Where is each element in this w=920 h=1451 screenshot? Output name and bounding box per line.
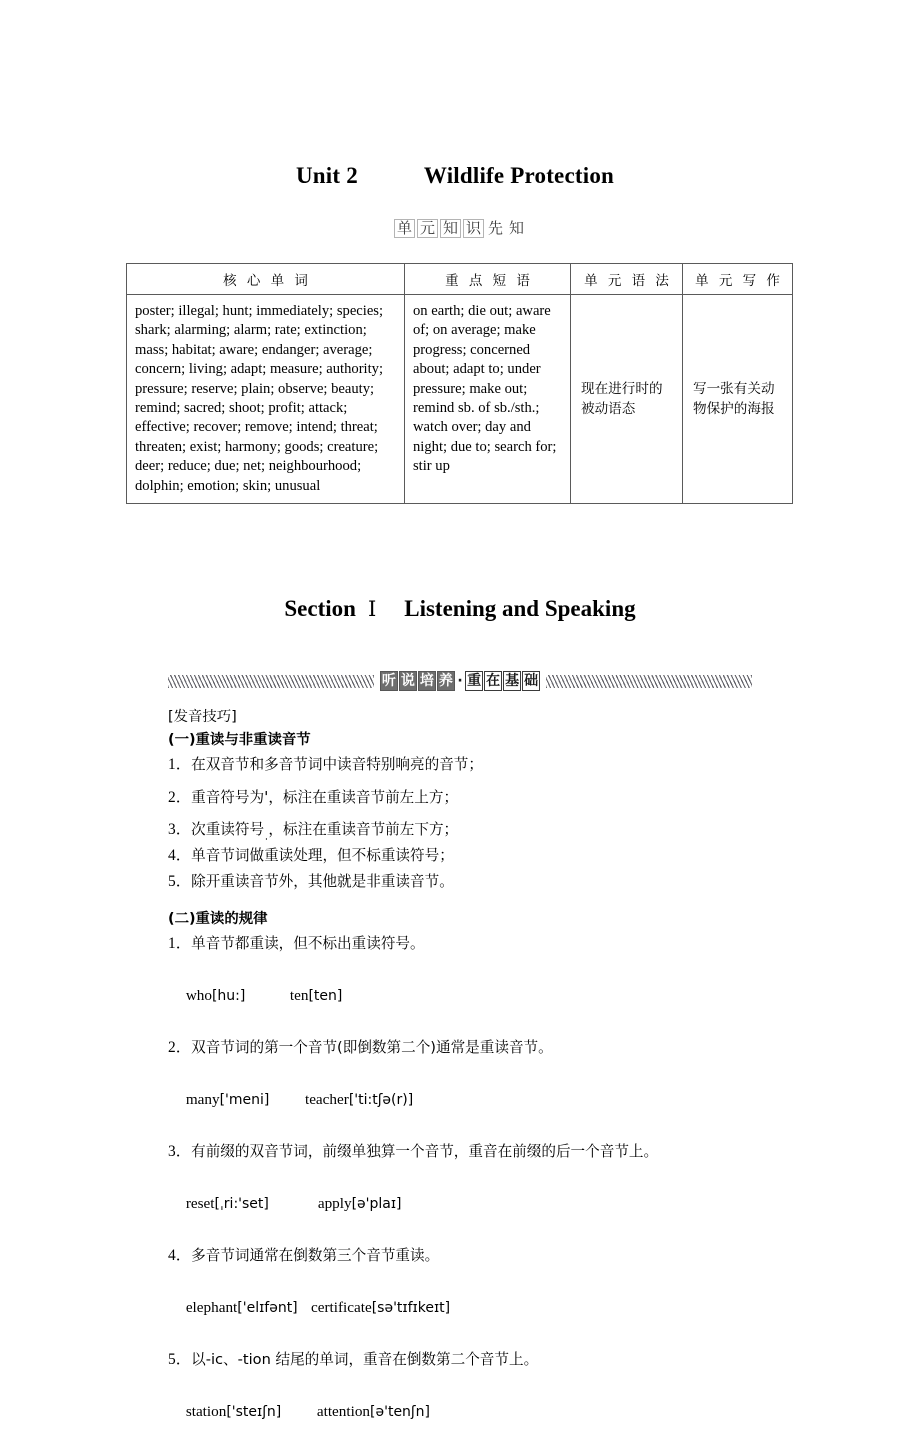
column-header-core-words: 核 心 单 词 [127,264,405,295]
subtitle-plain-char: 先 [488,219,504,237]
item-text: 在双音节和多音节词中读音特别响亮的音节； [191,756,483,773]
item-text: 重音符号为 [191,789,265,806]
cell-grammar: 现在进行时的被动语态 [571,295,683,504]
list-item [168,752,768,778]
subtitle-boxed-char: 元 [417,219,438,238]
banner-dark-char: 养 [438,673,453,689]
example-phonetic: [sə'tɪfɪkeɪt] [371,1300,451,1316]
example-phonetic: ['meni] [219,1092,270,1108]
banner-light-char: 础 [524,673,539,689]
item-index: 4． [168,1247,192,1264]
banner-dark-char: 说 [400,673,415,689]
unit-overview-table [126,263,793,504]
example-phonetic: [hu:] [211,988,246,1004]
item-text: 次重读符号 [191,821,265,838]
banner-dark-char: 培 [419,673,434,689]
example-word: elephant [185,1299,238,1316]
subtitle-boxed-char: 识 [463,219,484,238]
column-header-grammar: 单 元 语 法 [571,264,683,295]
item-text: 有前缀的双音节词，前缀单独算一个音节，重音在前缀的后一个音节上。 [191,1143,659,1160]
list-item [168,784,768,811]
example-spacer [245,988,290,1004]
item-text-tail: ，标注在重读音节前左上方； [268,789,459,806]
example-phonetic: [ə'plaɪ] [351,1196,402,1212]
banner-dark-char: 听 [381,673,396,689]
list-item [168,843,768,869]
example-spacer [281,1404,317,1420]
section-label: Section [284,596,356,621]
subtitle-boxed-char: 单 [394,219,415,238]
subtitle-boxed-char: 知 [440,219,461,238]
example-spacer [269,1092,305,1108]
cell-key-phrases: on earth; die out; aware of; on average; make progress; concerned about; adapt to; under pressure; make out; remind sb. of sb./sth.; watch over; day and night; due to; search for; stir up [405,295,571,504]
hatch-line-left [168,675,374,688]
item-text: 单音节都重读，但不标出重读符号。 [191,935,425,952]
example-word: station [185,1403,227,1420]
column-header-key-phrases: 重 点 短 语 [405,264,571,295]
section-name: Listening and Speaking [404,596,636,621]
item-index: 1． [168,756,192,773]
item-index: 5． [168,1351,192,1368]
example-phonetic: ['elɪfənt] [237,1300,298,1316]
table-row [127,295,793,504]
secondary-stress-mark: ˌ [264,825,269,840]
banner-light-char: 重 [467,673,482,689]
content-body [168,706,768,1451]
list-item [168,1139,768,1165]
unit-name: Wildlife Protection [423,163,615,188]
example-phonetic: [ten] [308,988,343,1004]
unit-number: Unit 2 [296,163,358,188]
list-item [168,1035,768,1061]
example-word: who [185,987,212,1004]
list-item [168,869,768,895]
example-phonetic: ['ti:tʃə(r)] [348,1092,414,1108]
subtitle-plain-char: 知 [509,219,525,237]
example-spacer [269,1196,318,1212]
list-item [168,817,768,843]
example-word: teacher [304,1091,349,1108]
item-index: 3． [168,1143,192,1160]
decorative-banner [168,668,752,694]
pronunciation-tips-heading: [发音技巧] [168,709,237,725]
section-number: Ⅰ [367,597,377,621]
item-index: 5． [168,873,192,890]
example-phonetic: [ə'tenʃn] [370,1404,430,1420]
banner-light-char: 基 [505,673,520,689]
item-index: 1． [168,935,192,952]
item-text: 双音节词的第一个音节(即倒数第二个)通常是重读音节。 [191,1039,553,1056]
item-text: 除开重读音节外，其他就是非重读音节。 [191,873,454,890]
item-index: 2． [168,1039,192,1056]
column-header-writing: 单 元 写 作 [683,264,793,295]
example-line [168,1269,768,1347]
item-text: 多音节词通常在倒数第三个音节重读。 [191,1247,440,1264]
example-word: many [185,1091,220,1108]
item-text-tail: ，标注在重读音节前左下方； [268,821,459,838]
example-word: reset [185,1195,215,1212]
example-line [168,1373,768,1451]
list-item [168,931,768,957]
item-index: 2． [168,789,192,806]
example-line [168,1061,768,1139]
example-line [168,1165,768,1243]
part-two-heading: (二)重读的规律 [168,911,268,927]
banner-label [374,671,545,691]
hatch-line-right [546,675,752,688]
example-word: certificate [311,1299,372,1316]
list-item [168,1347,768,1373]
item-index: 4． [168,847,192,864]
example-word: apply [317,1195,352,1212]
cell-core-words: poster; illegal; hunt; immediately; species; shark; alarming; alarm; rate; extinction; mass; habitat; aware; endanger; average; concern; living; adapt; measure; authority; pressure; reserve; plain; observe; beauty; remind; sacred; shoot; profit; attack; effective; recover; remove; intend; threat; threaten; exist; harmony; goods; creature; deer; reduce; due; net; neighbourhood; dolphin; emotion; skin; unusual [127,295,405,504]
unit-title [296,163,756,189]
banner-light-char: 在 [486,673,501,689]
item-text: 以-ic、-tion 结尾的单词，重音在倒数第二个音节上。 [191,1351,539,1368]
banner-separator: · [457,673,463,689]
example-spacer [298,1300,311,1316]
example-word: ten [289,987,309,1004]
example-word: attention [316,1403,371,1420]
example-phonetic: [ˌri:'set] [214,1196,269,1212]
section-heading [0,596,920,622]
example-phonetic: ['steɪʃn] [226,1404,282,1420]
table-header-row [127,264,793,295]
part-one-heading: (一)重读与非重读音节 [168,732,311,748]
item-index: 3． [168,821,192,838]
example-line [168,957,768,1035]
primary-stress-mark: ' [264,788,269,806]
item-text: 单音节词做重读处理，但不标重读符号； [191,847,454,864]
cell-writing: 写一张有关动物保护的海报 [683,295,793,504]
unit-subtitle [0,219,920,238]
list-item [168,1243,768,1269]
